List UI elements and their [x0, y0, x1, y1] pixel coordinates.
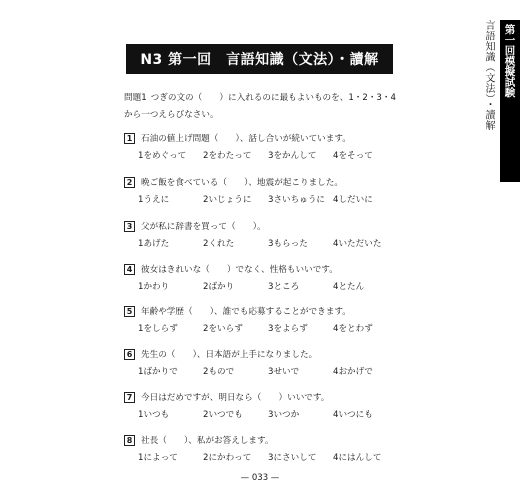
answer-option[interactable]: 3にさいして — [268, 453, 317, 463]
question-number: 1 — [124, 133, 135, 144]
answer-options — [124, 149, 398, 161]
question-number: 7 — [124, 392, 135, 403]
answer-option[interactable]: 2いつでも — [203, 410, 243, 420]
answer-option[interactable]: 3をかんして — [268, 151, 317, 161]
answer-options — [124, 451, 398, 463]
question-number: 8 — [124, 435, 135, 446]
question-text: 今日はだめですが、明日なら（ ）いいです。 — [141, 393, 330, 403]
answer-option[interactable]: 1ばかりで — [138, 367, 178, 377]
answer-option[interactable]: 1いつも — [138, 410, 170, 420]
answer-option[interactable]: 4にはんして — [333, 453, 382, 463]
question-stem — [124, 347, 398, 361]
answer-options — [124, 193, 398, 205]
answer-option[interactable]: 3せいで — [268, 367, 300, 377]
answer-option[interactable]: 4いただいた — [333, 239, 382, 249]
answer-option[interactable]: 1うえに — [138, 195, 170, 205]
question-stem — [124, 262, 398, 276]
answer-option[interactable]: 4とたん — [333, 282, 365, 292]
answer-option[interactable]: 1あげた — [138, 239, 170, 249]
answer-option[interactable]: 1をめぐって — [138, 151, 187, 161]
section-tab: 第一回模擬試験 — [500, 20, 520, 182]
question-number: 5 — [124, 306, 135, 317]
answer-option[interactable]: 3もらった — [268, 239, 308, 249]
answer-option[interactable]: 2をわたって — [203, 151, 252, 161]
section-subtitle: 言語知識（文法）・讀解 — [483, 20, 494, 131]
question-text: 晩ご飯を食べている（ ）、地震が起こりました。 — [141, 178, 343, 188]
question-number: 2 — [124, 177, 135, 188]
question-text: 社長（ ）、私がお答えします。 — [141, 436, 274, 446]
question-stem — [124, 390, 398, 404]
answer-option[interactable]: 1かわり — [138, 282, 170, 292]
question-number: 3 — [124, 221, 135, 232]
answer-option[interactable]: 2いじょうに — [203, 195, 252, 205]
question-stem — [124, 219, 398, 233]
question-text: 父が私に辞書を買って（ ）。 — [141, 222, 266, 232]
question-text: 石油の値上げ問題（ ）、話し合いが続いています。 — [141, 134, 351, 144]
instructions — [124, 90, 400, 124]
answer-option[interactable]: 3ところ — [268, 282, 300, 292]
answer-option[interactable]: 4しだいに — [333, 195, 373, 205]
page-title: N3 第一回 言語知識（文法）・讀解 — [126, 44, 393, 74]
answer-option[interactable]: 4をとわず — [333, 324, 373, 334]
question-number: 6 — [124, 349, 135, 360]
answer-options — [124, 365, 398, 377]
answer-option[interactable]: 2にかわって — [203, 453, 252, 463]
answer-option[interactable]: 3をよらず — [268, 324, 308, 334]
answer-options — [124, 237, 398, 249]
question-item — [124, 433, 398, 463]
question-stem — [124, 433, 398, 447]
answer-options — [124, 408, 398, 420]
answer-option[interactable]: 2をいらず — [203, 324, 243, 334]
answer-option[interactable]: 4をそって — [333, 151, 373, 161]
question-item — [124, 262, 398, 292]
question-text: 年齢や学歴（ ）、誰でも応募することができます。 — [141, 307, 351, 317]
answer-option[interactable]: 3さいちゅうに — [268, 195, 326, 205]
answer-option[interactable]: 4いつにも — [333, 410, 373, 420]
question-item — [124, 131, 398, 161]
answer-option[interactable]: 2くれた — [203, 239, 235, 249]
question-stem — [124, 175, 398, 189]
question-item — [124, 304, 398, 334]
question-item — [124, 347, 398, 377]
answer-option[interactable]: 1をしらず — [138, 324, 178, 334]
answer-options — [124, 280, 398, 292]
problem-number: 問題1 — [124, 93, 147, 103]
question-text: 彼女はきれいな（ ）でなく、性格もいいです。 — [141, 265, 338, 275]
question-item — [124, 175, 398, 205]
instructions-text: つぎの文の（ ）に入れるのに最もよいものを、1・2・3・4から一つえらびなさい。 — [124, 93, 396, 120]
answer-options — [124, 322, 398, 334]
answer-option[interactable]: 2もので — [203, 367, 235, 377]
question-text: 先生の（ ）、日本語が上手になりました。 — [141, 350, 318, 360]
page-number: — 033 — — [240, 473, 280, 483]
answer-option[interactable]: 4おかげで — [333, 367, 373, 377]
answer-option[interactable]: 3いつか — [268, 410, 300, 420]
question-item — [124, 219, 398, 249]
question-number: 4 — [124, 264, 135, 275]
question-item — [124, 390, 398, 420]
answer-option[interactable]: 2ばかり — [203, 282, 235, 292]
question-stem — [124, 304, 398, 318]
answer-option[interactable]: 1によって — [138, 453, 178, 463]
question-stem — [124, 131, 398, 145]
